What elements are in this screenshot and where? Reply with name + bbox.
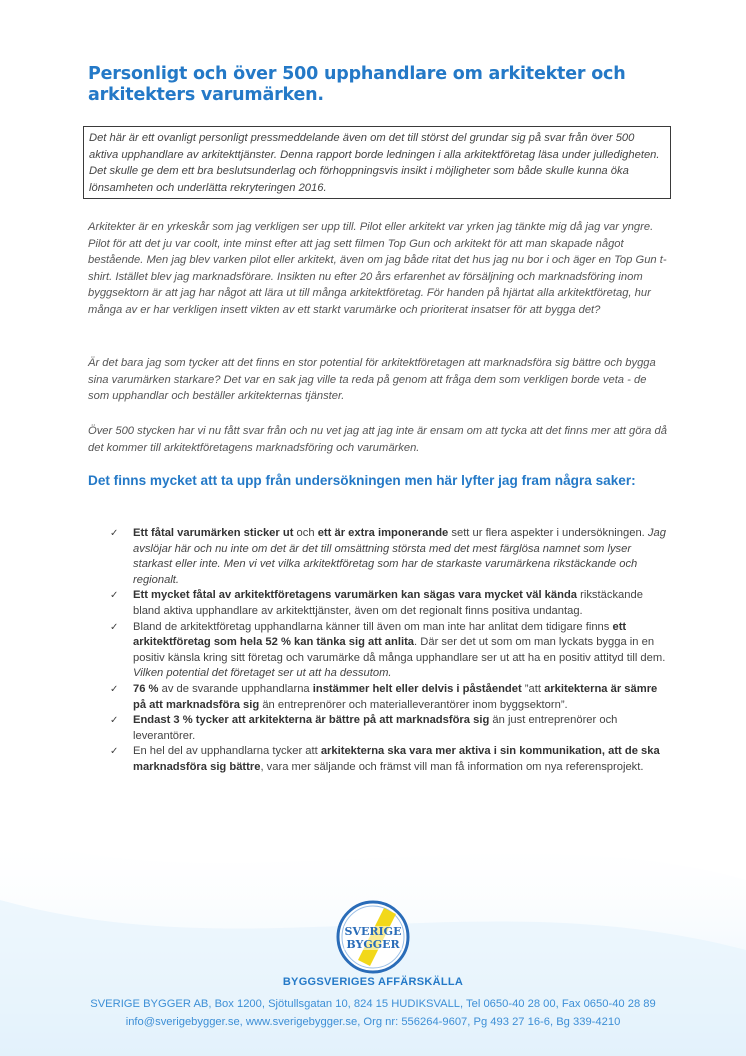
list-item: ✓ 76 % av de svarande upphandlarna instämmer helt eller delvis i påståendet ”att arkitekterna är sämre på att marknadsföra sig än entreprenörer och materialleverantörer inom byggsektorn”.	[110, 682, 658, 711]
list-item: ✓ Bland de arkitektföretag upphandlarna känner till även om man inte har anlitat dem tidigare finns ett arkitektföretag som hela 52 % kan tänka sig att anlita. Där ser det ut som om man lyckats bygga in en positiv känsla kring sitt företag och varumärke då många upphandlare ser ut att ha en positiv attityd till dem. Vilken potential det företaget ser ut att ha dessutom.	[110, 620, 666, 680]
findings-list	[110, 526, 670, 776]
sverige-bygger-logo	[336, 900, 410, 974]
logo-emblem	[336, 900, 410, 974]
logo-text-line1: SVERIGE	[344, 925, 402, 938]
document-title: Personligt och över 500 upphandlare om arkitekter och arkitekters varumärken.	[88, 64, 626, 105]
list-item: ✓ Endast 3 % tycker att arkitekterna är bättre på att marknadsföra sig än just entreprenörer och leverantörer.	[110, 714, 618, 742]
paragraph: Arkitekter är en yrkeskår som jag verkligen ser upp till. Pilot eller arkitekt var yrken jag tänkte mig då jag var yngre. Pilot för att det ju var coolt, inte minst efter att jag sett filmen Top Gun och arkitekt för att man skapade något bestående. Men jag blev varken pilot eller arkitekt, även om jag både ritat det hus jag nu bor i och äger en Top Gun t-shirt. Istället blev jag marknadsförare. Insikten nu efter 20 års erfarenhet av försäljning och marknadsföring inom byggsektorn är att jag har något att lära ut till många arkitektföretag. För handen på hjärtat alla arkitektföretag, hur många av er har verkligen insett vikten av ett starkt varumärke och prioriterat insatser för att bygga det?	[88, 221, 667, 316]
checkmark-icon: ✓	[110, 590, 119, 602]
brand-tagline: BYGGSVERIGES AFFÄRSKÄLLA	[282, 976, 464, 988]
list-item: ✓ Ett mycket fåtal av arkitektföretagens varumärken kan sägas vara mycket väl kända rikstäckande bland aktiva upphandlare av arkitekttjänster, även om det regionalt finns positiva undantag.	[110, 589, 643, 617]
logo-text-line2: BYGGER	[346, 938, 400, 951]
section-heading: Det finns mycket att ta upp från undersökningen men här lyfter jag fram några saker:	[88, 473, 636, 488]
checkmark-icon: ✓	[110, 683, 119, 695]
list-item: ✓ Ett fåtal varumärken sticker ut och ett är extra imponerande sett ur flera aspekter i undersökningen. Jag avslöjar här och nu inte om det är det till omsättning största med det mest färglösa namnet som lyser starkast eller inte. Men vi vet vilka arkitektföretag som har de starkaste varumärkena rikstäckande och regionalt.	[110, 527, 666, 586]
checkmark-icon: ✓	[110, 715, 119, 727]
paragraph: Över 500 stycken har vi nu fått svar från och nu vet jag att jag inte är ensam om att tycka att det finns mer att göra då det kommer till arkitektföretagens marknadsföring och varumärken.	[88, 425, 667, 454]
checkmark-icon: ✓	[110, 528, 119, 539]
checkmark-icon: ✓	[110, 746, 119, 758]
intro-box: Det här är ett ovanligt personligt pressmeddelande även om det till störst del grundar sig på svar från över 500 aktiva upphandlare av arkitekttjänster. Denna rapport borde ledningen i alla arkitektföretag läsa under julledigheten. Det skulle ge dem ett bra beslutsunderlag och förhoppningsvis insikt i möjligheter som både skulle kunna öka lönsamheten och underlätta rekryteringen 2016.	[83, 126, 671, 199]
footer-address: SVERIGE BYGGER AB, Box 1200, Sjötullsgatan 10, 824 15 HUDIKSVALL, Tel 0650-40 28 00, Fax 0650-40 28 89	[90, 998, 656, 1010]
footer-contact: info@sverigebygger.se, www.sverigebygger.se, Org nr: 556264-9607, Pg 493 27 16-6, Bg 339-4210	[125, 1016, 621, 1028]
checkmark-icon: ✓	[110, 621, 119, 633]
list-item: ✓ En hel del av upphandlarna tycker att arkitekterna ska vara mer aktiva i sin kommunikation, att de ska marknadsföra sig bättre, vara mer säljande och främst vill man få information om nya referensprojekt.	[110, 745, 660, 773]
paragraph: Är det bara jag som tycker att det finns en stor potential för arkitektföretagen att marknadsföra sig bättre och bygga sina varumärken starkare? Det var en sak jag ville ta reda på genom att fråga dem som verkligen borde veta - de som upphandlar och beställer arkitekternas tjänster.	[88, 357, 656, 402]
